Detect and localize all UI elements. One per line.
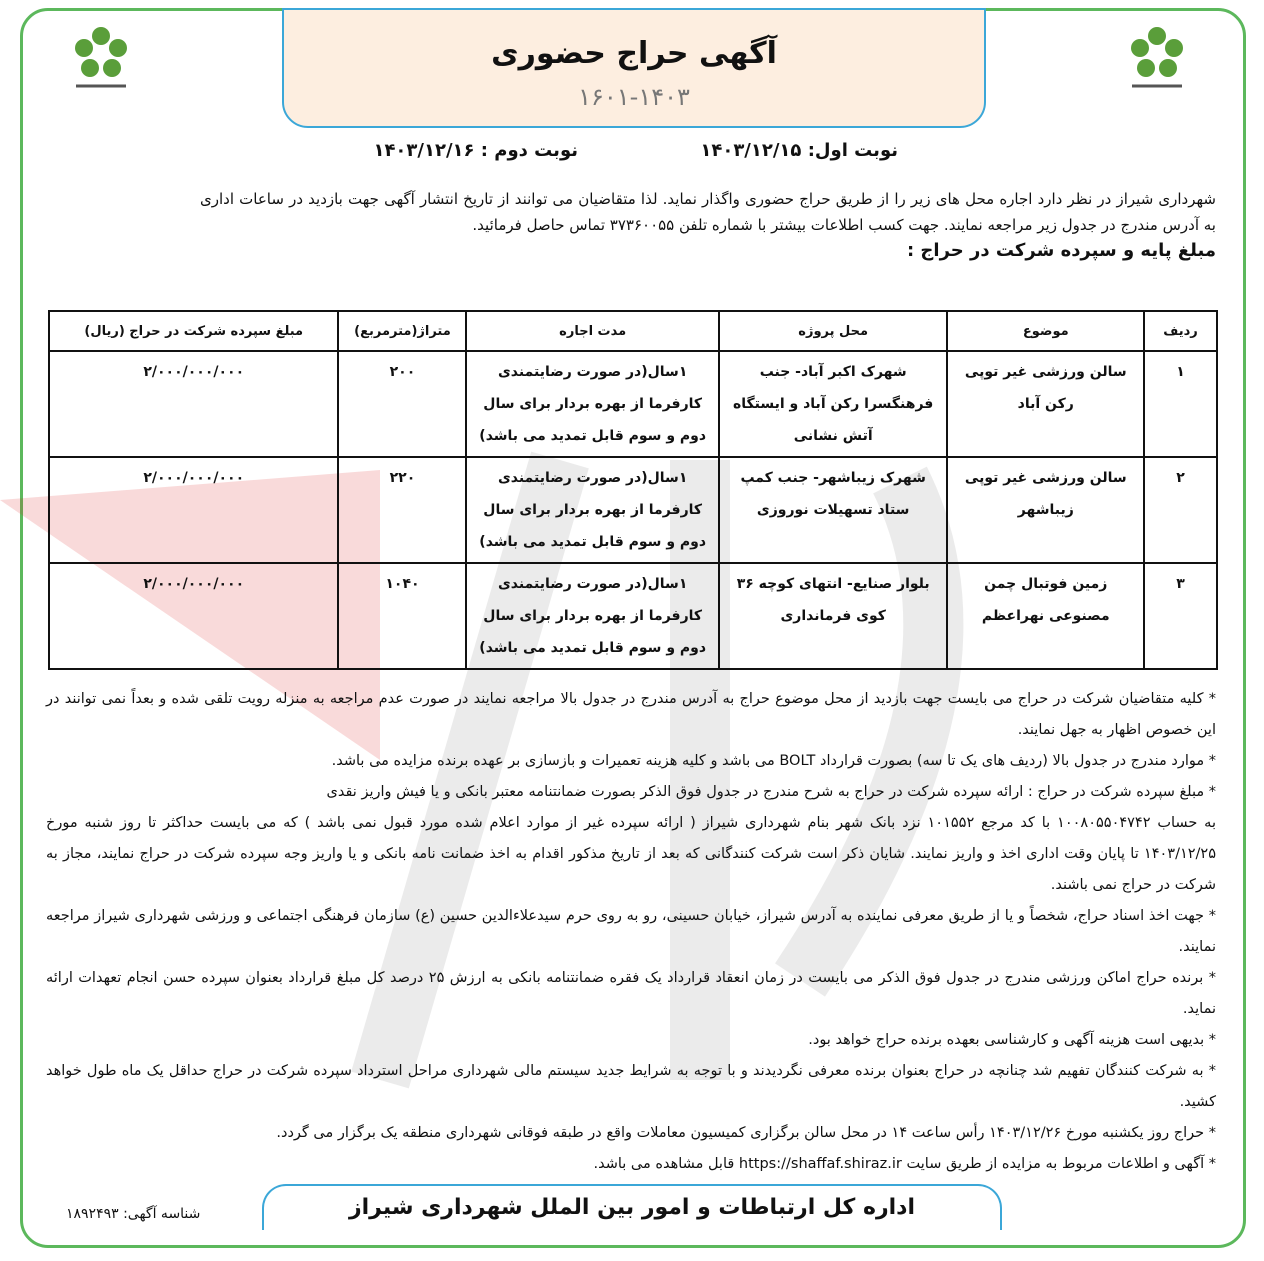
footer-org: اداره کل ارتباطات و امور بین الملل شهرداری شیراز	[262, 1184, 1002, 1230]
note: * بدیهی است هزینه آگهی و کارشناسی بعهده برنده حراج خواهد بود.	[808, 1032, 1216, 1048]
first-round-value: ۱۴۰۳/۱۲/۱۵	[700, 140, 802, 161]
intro-text: شهرداری شیراز در نظر دارد اجاره محل های زیر را از طریق حراج حضوری واگذار نماید. لذا متقاضیان می توانند از تاریخ انتشار آگهی جهت بازدید در ساعات اداری به آدرس مندرج در جدول زیر مراجعه نمایند. جهت کسب اطلاعات بیشتر با شماره تلفن ۳۷۳۶۰۰۵۵ تماس حاصل فرمائید.	[200, 190, 1216, 234]
note: * کلیه متقاضیان شرکت در حراج می بایست جهت بازدید از محل موضوع حراج به آدرس مندرج در جدول بالا مراجعه نمایند در صورت عدم مراجعه به منزله رویت تلقی شده و بعداً نمی توانند در این خصوص اظهار به جهل نمایند.	[46, 691, 1216, 738]
intro	[200, 186, 1216, 264]
note-website: * آگهی و اطلاعات مربوط به مزایده از طریق سایت https://shaffaf.shiraz.ir قابل مشاهده می باشد.	[593, 1156, 1216, 1172]
second-round-date	[373, 140, 578, 161]
note: به حساب ۱۰۰۸۰۵۵۰۴۷۴۲ با کد مرجع ۱۰۱۵۵۲ نزد بانک شهر بنام شهرداری شیراز ( ارائه سپرده غیر از موارد اعلام شده مورد قبول نمی باشد ) که می بایست حداکثر تا روز شنبه مورخ ۱۴۰۳/۱۲/۲۵ تا پایان وقت اداری اخذ و واریز نمایند. شایان ذکر است شرکت کنندگانی که بعد از تاریخ مذکور اقدام به اخذ ضمانت نامه بانکی و یا واریز وجه سپرده شرکت در حراج نمایند، مجاز به شرکت در حراج نمی باشند.	[46, 815, 1216, 893]
notes	[46, 684, 1216, 1180]
first-round-label: نوبت اول:	[807, 140, 898, 161]
auction-table	[48, 310, 1218, 670]
note: * جهت اخذ اسناد حراج، شخصاً و یا از طریق معرفی نماینده به آدرس شیراز، خیابان حسینی، رو به روی حرم سیدعلاءالدین حسین (ع) سازمان فرهنگی اجتماعی و ورزشی شهرداری شیراز مراجعه نمایند.	[46, 908, 1216, 955]
cell-subject: سالن ورزشی غیر توپی رکن آباد	[947, 351, 1144, 457]
municipality-logo	[1122, 22, 1192, 92]
ad-id: شناسه آگهی: ۱۸۹۲۴۹۳	[66, 1206, 201, 1222]
table-row	[49, 457, 1217, 563]
cell-area: ۲۰۰	[338, 351, 466, 457]
cell-area: ۱۰۴۰	[338, 563, 466, 669]
table-header	[49, 311, 1217, 351]
cell-location: شهرک زیباشهر- جنب کمپ ستاد تسهیلات نوروزی	[719, 457, 948, 563]
col-area: متراژ(مترمربع)	[338, 311, 466, 351]
cell-deposit: ۲/۰۰۰/۰۰۰/۰۰۰	[49, 563, 338, 669]
cell-subject: زمین فوتبال چمن مصنوعی نهراعظم	[947, 563, 1144, 669]
cell-location: بلوار صنایع- انتهای کوچه ۳۶ کوی فرمانداری	[719, 563, 948, 669]
note: * حراج روز یکشنبه مورخ ۱۴۰۳/۱۲/۲۶ رأس ساعت ۱۴ در محل سالن برگزاری کمیسیون معاملات واقع در طبقه فوقانی شهرداری منطقه یک برگزار می گردد.	[276, 1125, 1216, 1141]
cell-duration: ۱سال(در صورت رضایتمندی کارفرما از بهره بردار برای سال دوم و سوم قابل تمدید می باشد)	[466, 351, 718, 457]
page-title: آگهی حراج حضوری	[491, 36, 777, 71]
note: * به شرکت کنندگان تفهیم شد چنانچه در حراج بعنوان برنده معرفی نگردیدند و با توجه به شرایط جدید سیستم مالی شهرداری مراحل استرداد سپرده شرکت در حراج حداقل یک ماه طول خواهد کشید.	[46, 1063, 1216, 1110]
col-deposit: مبلغ سپرده شرکت در حراج (ریال)	[49, 311, 338, 351]
note: * مبلغ سپرده شرکت در حراج : ارائه سپرده شرکت در حراج به شرح مندرج در جدول فوق الذکر بصورت ضمانتنامه معتبر بانکی و یا فیش واریز نقدی	[326, 784, 1216, 800]
cell-location: شهرک اکبر آباد- جنب فرهنگسرا رکن آباد و ایستگاه آتش نشانی	[719, 351, 948, 457]
cell-row: ۲	[1144, 457, 1217, 563]
table-subtitle: مبلغ پایه و سپرده شرکت در حراج :	[906, 240, 1216, 261]
second-round-label: نوبت دوم :	[480, 140, 578, 161]
ad-number: ۱۶۰۱-۱۴۰۳	[578, 83, 690, 111]
col-row: ردیف	[1144, 311, 1217, 351]
cell-row: ۳	[1144, 563, 1217, 669]
col-duration: مدت اجاره	[466, 311, 718, 351]
table-row	[49, 563, 1217, 669]
cell-row: ۱	[1144, 351, 1217, 457]
note: * برنده حراج اماکن ورزشی مندرج در جدول فوق الذکر می بایست در زمان انعقاد قرارداد یک فقره ضمانتنامه بانکی به ارزش ۲۵ درصد کل مبلغ قرارداد بعنوان سپرده حسن انجام تعهدات ارائه نماید.	[46, 970, 1216, 1017]
cell-deposit: ۲/۰۰۰/۰۰۰/۰۰۰	[49, 457, 338, 563]
table-row	[49, 351, 1217, 457]
col-subject: موضوع	[947, 311, 1144, 351]
cell-subject: سالن ورزشی غیر توپی زیباشهر	[947, 457, 1144, 563]
title-box	[282, 8, 986, 128]
cell-duration: ۱سال(در صورت رضایتمندی کارفرما از بهره بردار برای سال دوم و سوم قابل تمدید می باشد)	[466, 457, 718, 563]
cell-deposit: ۲/۰۰۰/۰۰۰/۰۰۰	[49, 351, 338, 457]
col-location: محل پروژه	[719, 311, 948, 351]
first-round-date	[700, 140, 898, 161]
note: * موارد مندرج در جدول بالا (ردیف های یک تا سه) بصورت قرارداد BOLT می باشد و کلیه هزینه تعمیرات و بازسازی بر عهده برنده مزایده می باشد.	[331, 753, 1216, 769]
cell-duration: ۱سال(در صورت رضایتمندی کارفرما از بهره بردار برای سال دوم و سوم قابل تمدید می باشد)	[466, 563, 718, 669]
cell-area: ۲۲۰	[338, 457, 466, 563]
municipality-logo	[66, 22, 136, 92]
second-round-value: ۱۴۰۳/۱۲/۱۶	[373, 140, 475, 161]
